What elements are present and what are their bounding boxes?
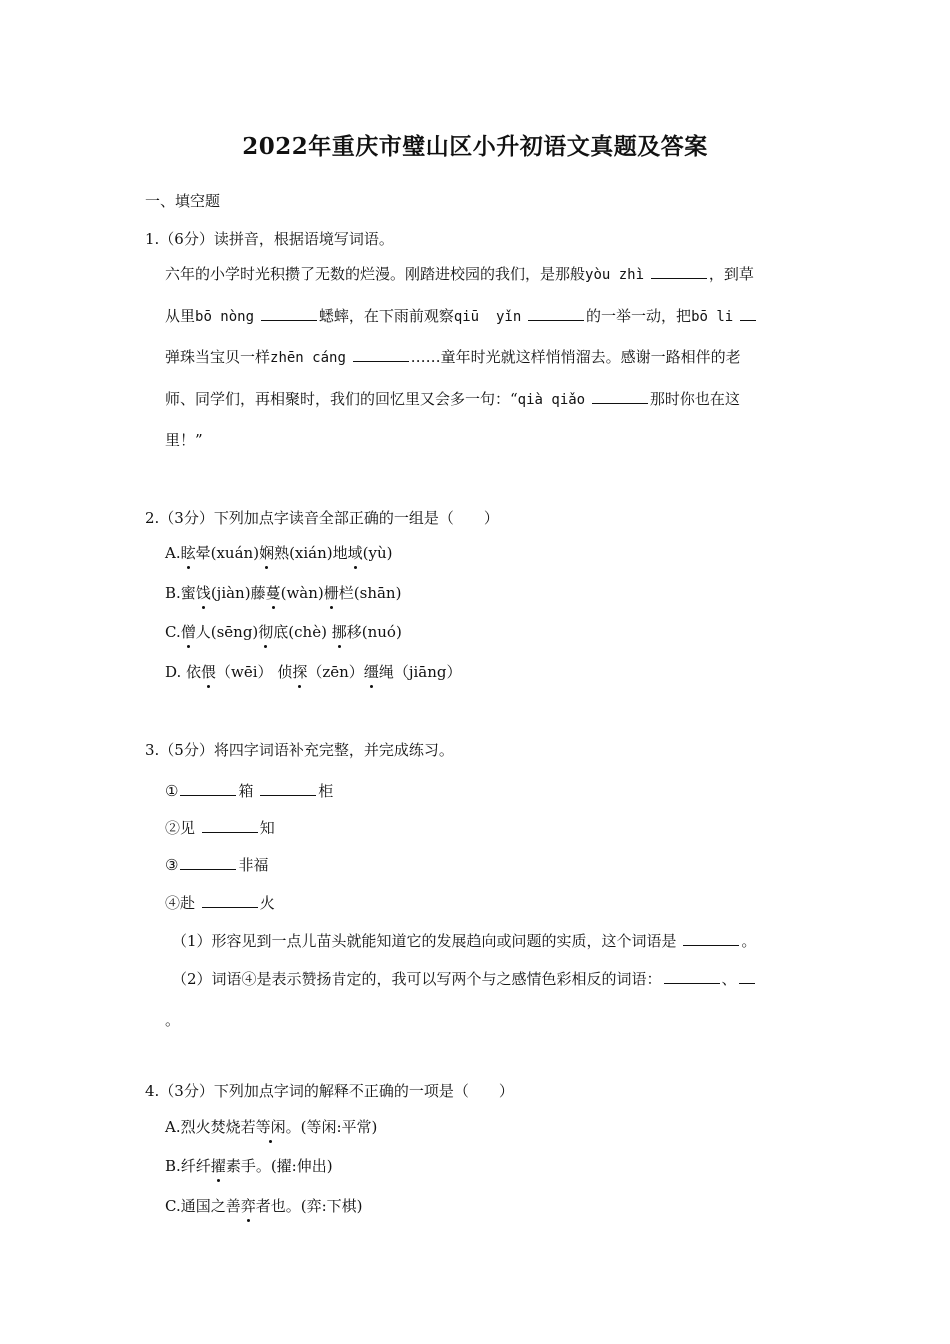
answer-blank[interactable] — [664, 967, 720, 984]
question-2-heading: 2.（3分）下列加点字读音全部正确的一组是（ ） — [145, 509, 499, 527]
passage-text: ，到草 — [708, 265, 754, 283]
option-text: 者也。(弈:下棋) — [255, 1197, 363, 1215]
dotted-char: 等闲 — [255, 1118, 286, 1136]
dotted-char: 探 — [292, 663, 308, 681]
passage-line-3 — [165, 337, 807, 379]
option-text: 移(nuó) — [346, 623, 402, 641]
option-text: 晕(xuán) — [195, 544, 260, 562]
idiom-text: ②见 — [165, 819, 196, 837]
option-text: 底(chè) — [273, 623, 332, 641]
dotted-char: 缰 — [363, 663, 379, 681]
passage-text: 的一举一动，把 — [586, 306, 692, 325]
dotted-char: 擢 — [210, 1157, 226, 1175]
dotted-char: 偎 — [201, 663, 217, 681]
dotted-char: 栅 — [323, 584, 339, 602]
passage-text: 弹珠当宝贝一样 — [165, 348, 271, 366]
question-1-passage — [165, 254, 807, 462]
sub-question-2-end: 。 — [165, 1011, 181, 1029]
dotted-char: 娴 — [259, 544, 275, 562]
dotted-char: 眩 — [180, 544, 196, 562]
passage-text: 六年的小学时光积攒了无数的烂漫。刚踏进校园的我们，是那般 — [165, 265, 586, 283]
dotted-char: 域 — [347, 544, 363, 562]
answer-blank[interactable] — [651, 262, 707, 279]
question-1-heading: 1.（6分）读拼音，根据语境写词语。 — [145, 230, 394, 248]
option-text: 素手。(擢:伸出) — [225, 1157, 333, 1175]
option-text: 人(sēng) — [195, 623, 259, 641]
page-title: 2022年重庆市璧山区小升初语文真题及答案 — [242, 133, 708, 160]
pinyin: zhēn cáng — [270, 350, 346, 366]
idiom-1 — [165, 779, 333, 801]
option-c[interactable] — [165, 1196, 363, 1216]
answer-blank[interactable] — [592, 387, 648, 404]
option-a[interactable] — [165, 1117, 377, 1137]
option-text: (jiàn)藤 — [210, 584, 266, 602]
pinyin: qià qiǎo — [517, 391, 586, 408]
option-text: （zēn） — [307, 663, 364, 681]
idiom-text: 非福 — [238, 856, 269, 874]
option-text: A.烈火焚烧若 — [165, 1118, 256, 1136]
option-b[interactable] — [165, 583, 401, 603]
idiom-text: ④赴 — [165, 894, 196, 912]
dotted-char: 弈 — [240, 1197, 256, 1215]
passage-text: 那时你也在这 — [649, 389, 740, 408]
idiom-text: ③ — [165, 856, 179, 874]
section-heading: 一、填空题 — [145, 192, 221, 210]
pinyin: bō li — [691, 308, 734, 325]
idiom-text: 箱 — [238, 782, 254, 800]
pinyin: yòu zhì — [585, 267, 645, 283]
idiom-3 — [165, 853, 268, 875]
answer-blank[interactable] — [202, 816, 258, 833]
sub-question-2 — [172, 967, 757, 989]
dotted-char: 饯 — [195, 584, 211, 602]
sub-question-text: （1）形容见到一点儿苗头就能知道它的发展趋向或问题的实质，这个词语是 — [172, 932, 677, 950]
option-text: (yù) — [362, 544, 393, 562]
question-4-heading: 4.（3分）下列加点字词的解释不正确的一项是（ ） — [145, 1082, 514, 1100]
answer-blank[interactable] — [683, 929, 739, 946]
passage-line-2 — [165, 296, 807, 338]
option-text: 绳（jiāng） — [378, 663, 462, 681]
option-text: 。(等闲:平常) — [285, 1118, 378, 1136]
passage-text: 蟋蟀，在下雨前观察 — [318, 306, 454, 325]
option-text: C.通国之善 — [165, 1197, 241, 1215]
sub-question-1 — [172, 929, 756, 951]
pinyin: qiū yǐn — [453, 308, 522, 325]
option-text: C. — [165, 623, 181, 641]
idiom-text: 知 — [259, 819, 275, 837]
option-text: (wàn) — [280, 584, 324, 602]
dotted-char: 僧 — [180, 623, 196, 641]
passage-text: 师、同学们，再相聚时，我们的回忆里又会多一句：“ — [165, 389, 518, 408]
option-text: D. 依 — [165, 663, 202, 681]
answer-blank[interactable] — [353, 345, 409, 362]
idiom-text: 柜 — [318, 782, 334, 800]
option-text: 栏(shān) — [338, 584, 402, 602]
question-3-heading: 3.（5分）将四字词语补充完整，并完成练习。 — [145, 741, 454, 759]
passage-text: 从里 — [165, 306, 196, 325]
passage-line-5: 里！” — [165, 431, 203, 449]
option-text: 熟(xián)地 — [274, 544, 348, 562]
dotted-char: 挪 — [331, 623, 347, 641]
idiom-text: ① — [165, 782, 179, 800]
option-d[interactable] — [165, 662, 461, 682]
sub-question-text: 。 — [741, 932, 757, 950]
idiom-2 — [165, 816, 275, 838]
answer-blank[interactable] — [202, 891, 258, 908]
answer-blank[interactable] — [180, 853, 236, 870]
passage-line-1 — [165, 254, 807, 296]
answer-blank[interactable] — [180, 779, 236, 796]
option-text: A. — [165, 544, 181, 562]
option-text: B.蜜 — [165, 584, 196, 602]
sub-question-text: 、 — [721, 970, 737, 988]
pinyin: bō nòng — [195, 308, 255, 325]
idiom-4 — [165, 891, 275, 913]
answer-blank[interactable] — [260, 779, 316, 796]
option-text: （wēi） 侦 — [216, 663, 293, 681]
sub-question-text: （2）词语④是表示赞扬肯定的，我可以写两个与之感情色彩相反的词语： — [172, 970, 662, 988]
option-a[interactable] — [165, 543, 393, 563]
answer-blank[interactable] — [740, 304, 756, 321]
idiom-text: 火 — [259, 894, 275, 912]
dotted-char: 蔓 — [265, 584, 281, 602]
option-b[interactable] — [165, 1156, 333, 1176]
answer-blank[interactable] — [739, 967, 755, 984]
answer-blank[interactable] — [261, 304, 317, 321]
answer-blank[interactable] — [528, 304, 584, 321]
passage-text: ……童年时光就这样悄悄溜去。感谢一路相伴的老 — [410, 348, 741, 366]
option-text: B.纤纤 — [165, 1157, 211, 1175]
option-c[interactable] — [165, 622, 402, 642]
passage-line-4 — [165, 379, 807, 421]
dotted-char: 彻 — [258, 623, 274, 641]
